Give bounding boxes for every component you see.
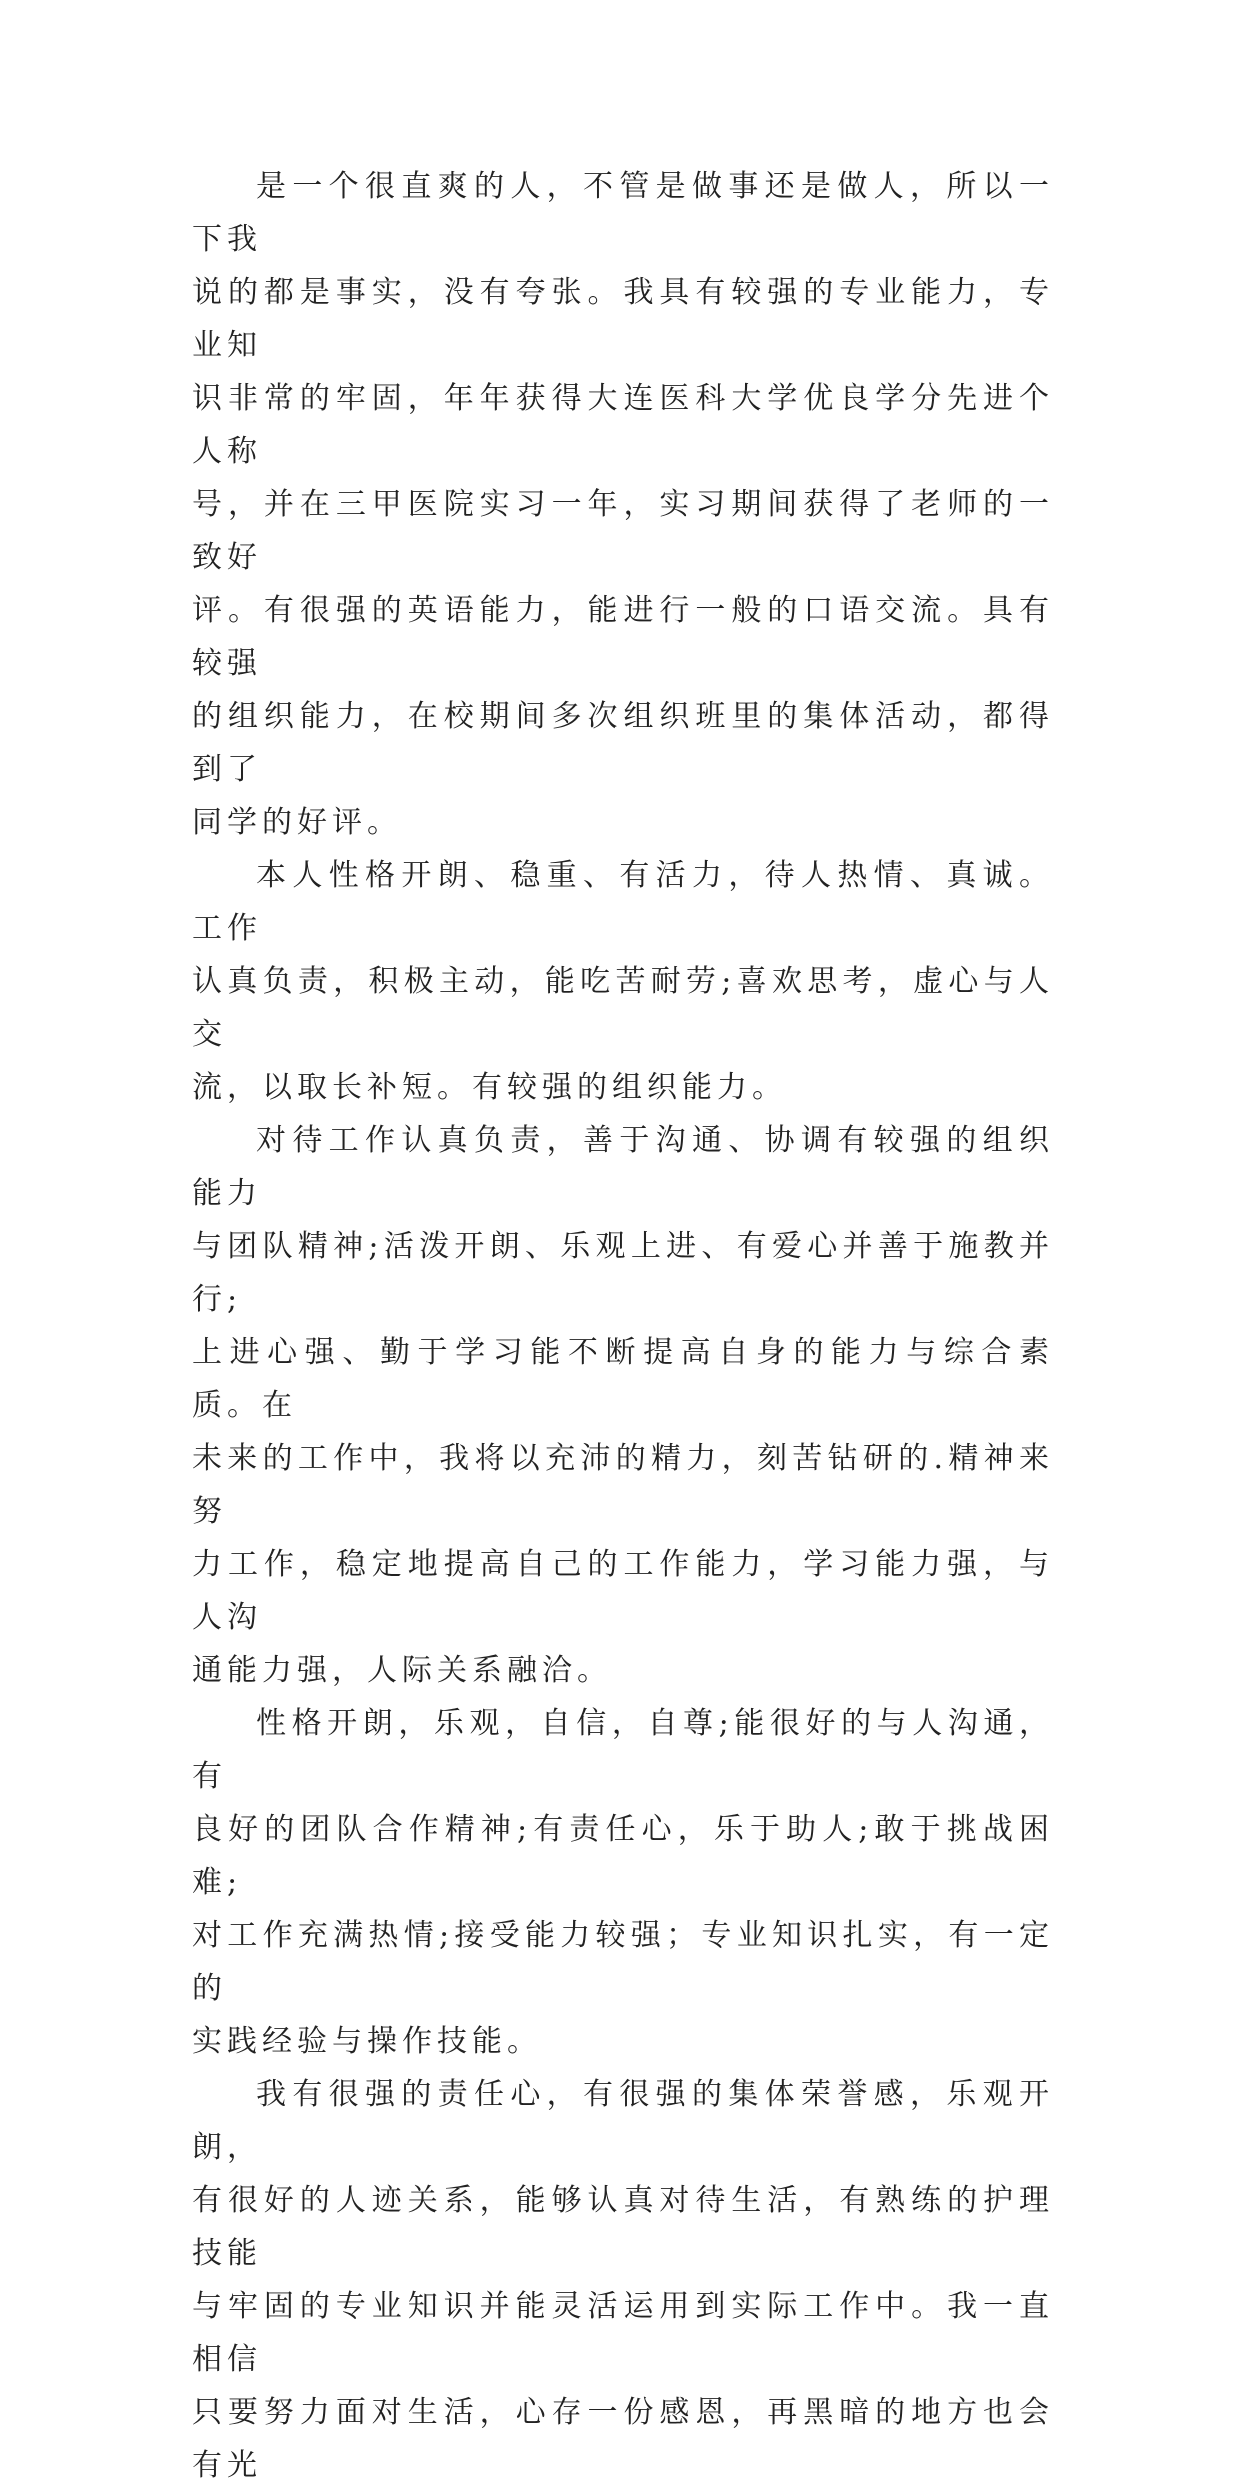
text-line: 通能力强，人际关系融洽。: [192, 1653, 612, 1688]
text-line: 对待工作认真负责，善于沟通、协调有较强的组织能力: [192, 1123, 1054, 1211]
text-line: 对工作充满热情;接受能力较强；专业知识扎实，有一定的: [192, 1918, 1054, 2006]
text-line: 与牢固的专业知识并能灵活运用到实际工作中。我一直相信: [192, 2289, 1054, 2377]
text-line: 识非常的牢固，年年获得大连医科大学优良学分先进个人称: [192, 381, 1054, 469]
paragraph-2: [192, 849, 1054, 1114]
text-line: 号，并在三甲医院实习一年，实习期间获得了老师的一致好: [192, 487, 1054, 575]
paragraph-5: [192, 2068, 1054, 2492]
document-body: [192, 160, 1054, 2492]
text-line: 认真负责，积极主动，能吃苦耐劳;喜欢思考，虚心与人交: [192, 964, 1054, 1052]
text-line: 上进心强、勤于学习能不断提高自身的能力与综合素质。在: [192, 1335, 1054, 1423]
paragraph-1: [192, 160, 1054, 849]
text-line: 的组织能力，在校期间多次组织班里的集体活动，都得到了: [192, 699, 1054, 787]
paragraph-4: [192, 1697, 1054, 2068]
text-line: 本人性格开朗、稳重、有活力，待人热情、真诚。工作: [192, 858, 1054, 946]
text-line: 有很好的人迹关系，能够认真对待生活，有熟练的护理技能: [192, 2183, 1054, 2271]
paragraph-3: [192, 1114, 1054, 1697]
text-line: 同学的好评。: [192, 805, 402, 840]
text-line: 是一个很直爽的人，不管是做事还是做人，所以一下我: [192, 169, 1054, 257]
text-line: 我有很强的责任心，有很强的集体荣誉感，乐观开朗，: [192, 2077, 1054, 2165]
text-line: 性格开朗，乐观，自信，自尊;能很好的与人沟通，有: [192, 1706, 1054, 1794]
text-line: 与团队精神;活泼开朗、乐观上进、有爱心并善于施教并行;: [192, 1229, 1054, 1317]
text-line: 未来的工作中，我将以充沛的精力，刻苦钻研的.精神来努: [192, 1441, 1054, 1529]
text-line: 流，以取长补短。有较强的组织能力。: [192, 1070, 787, 1105]
text-line: 只要努力面对生活，心存一份感恩，再黑暗的地方也会有光: [192, 2395, 1054, 2483]
text-line: 实践经验与操作技能。: [192, 2024, 542, 2059]
text-line: 评。有很强的英语能力，能进行一般的口语交流。具有较强: [192, 593, 1054, 681]
text-line: 力工作，稳定地提高自己的工作能力，学习能力强，与人沟: [192, 1547, 1054, 1635]
text-line: 说的都是事实，没有夸张。我具有较强的专业能力，专业知: [192, 275, 1054, 363]
text-line: 良好的团队合作精神;有责任心，乐于助人;敢于挑战困难;: [192, 1812, 1054, 1900]
